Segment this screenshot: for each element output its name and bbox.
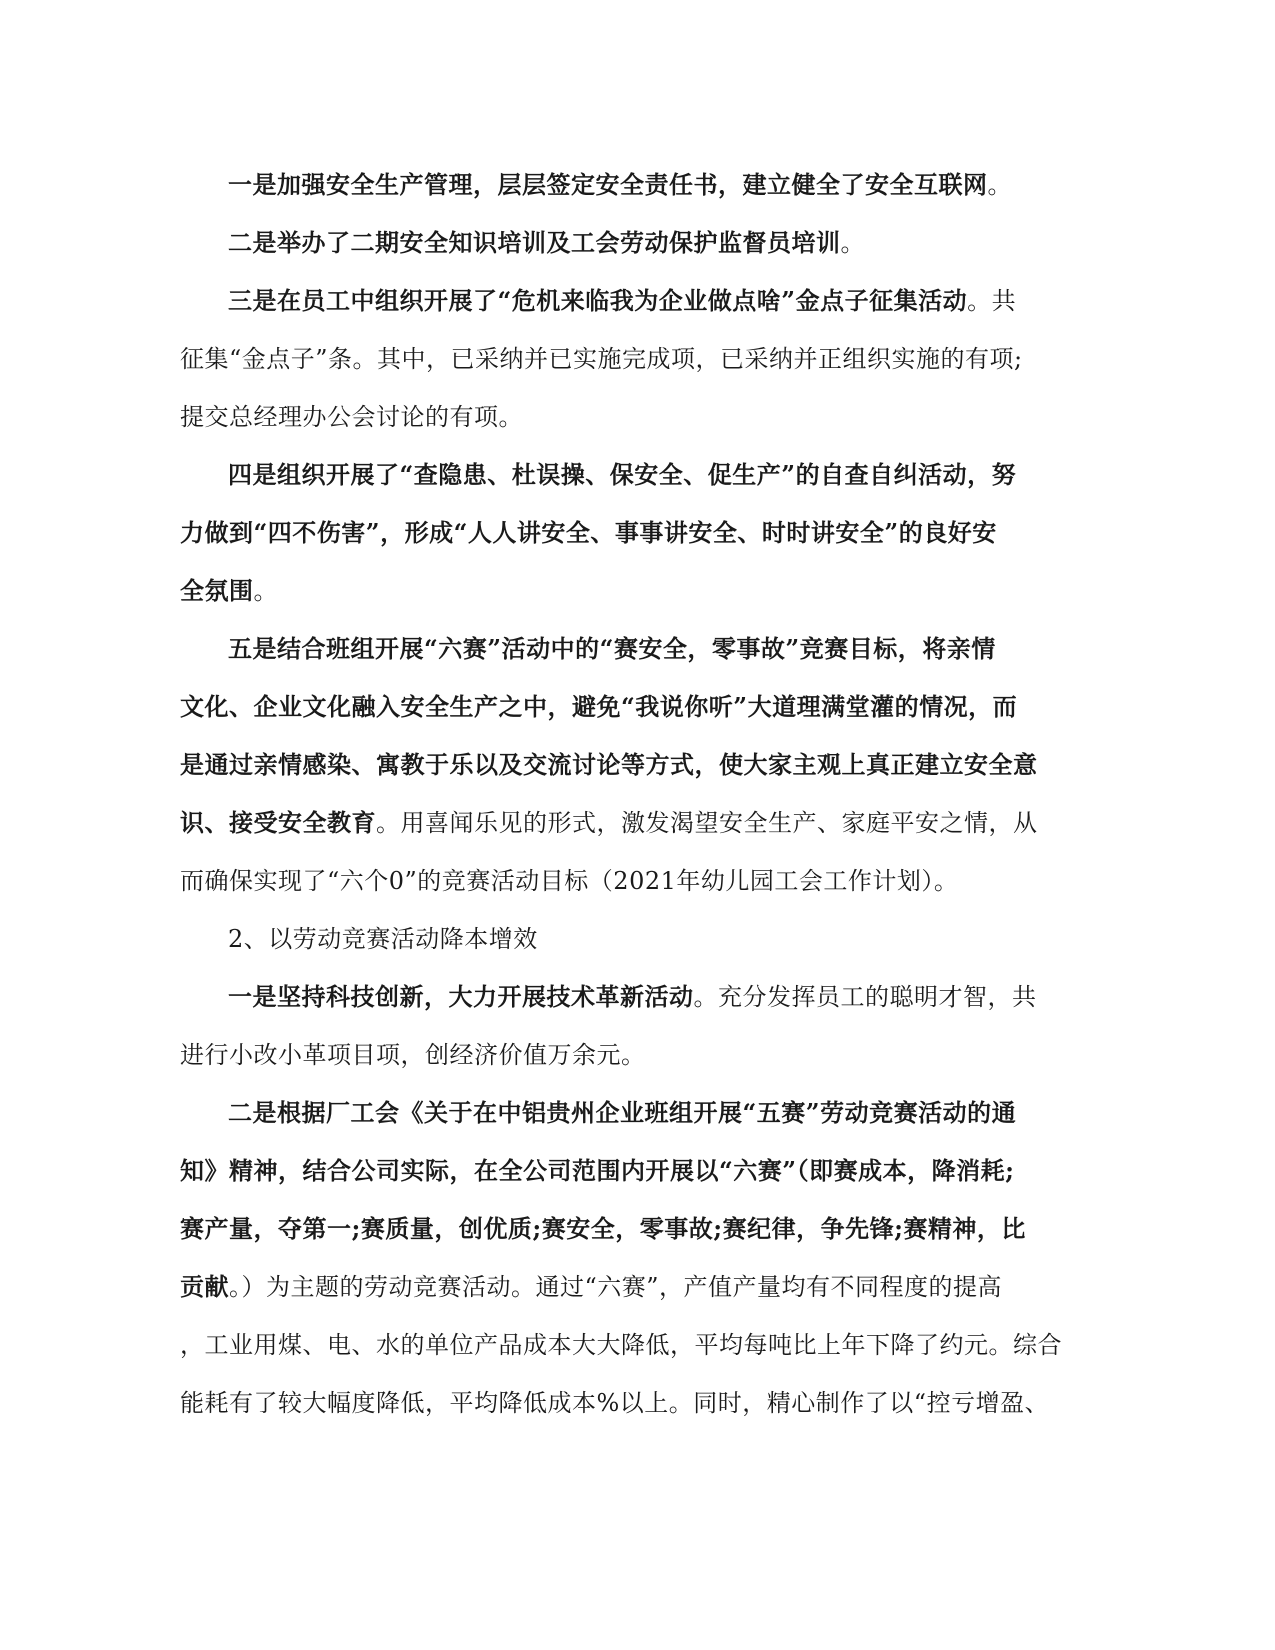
text-line [180,1142,1095,1200]
bold-text-run: 文化、企业文化融入安全生产之中，避免“我说你听”大道理满堂灌的情况，而 [180,692,1018,721]
bold-text-run: 三是在员工中组织开展了“危机来临我为企业做点啥”金点子征集活动 [228,286,968,315]
text-line [180,156,1095,214]
bold-text-run: 识、接受安全教育 [180,808,376,837]
text-line [180,794,1095,852]
text-run: 。）为主题的劳动竞赛活动。通过“六赛”，产值产量均有不同程度的提高 [229,1273,1003,1301]
bold-text-run: 是通过亲情感染、寓教于乐以及交流讨论等方式，使大家主观上真正建立安全意 [180,750,1038,779]
text-line [180,214,1095,272]
text-run: 能耗有了较大幅度降低，平均降低成本%以上。同时，精心制作了以“控亏增盈、 [180,1389,1050,1417]
text-run: 征集“金点子”条。其中，已采纳并已实施完成项，已采纳并正组织实施的有项; [180,345,1023,373]
paragraph [180,1084,1095,1432]
paragraph [180,156,1095,214]
text-run: 而确保实现了“六个0”的竞赛活动目标（2021年幼儿园工会工作计划）。 [180,867,959,895]
paragraph [180,214,1095,272]
bold-text-run: 二是举办了二期安全知识培训及工会劳动保护监督员培训 [228,228,841,257]
text-line [180,1258,1095,1316]
bold-text-run: 一是加强安全生产管理，层层签定安全责任书，建立健全了安全互联网 [228,170,988,199]
paragraph [180,968,1095,1084]
text-run: 进行小改小革项目项，创经济价值万余元。 [180,1041,646,1069]
bold-text-run: 二是根据厂工会《关于在中铝贵州企业班组开展“五赛”劳动竞赛活动的通 [228,1098,1017,1127]
bold-text-run: 五是结合班组开展“六赛”活动中的“赛安全，零事故”竞赛目标，将亲情 [228,634,996,663]
bold-text-run: 力做到“四不伤害”，形成“人人讲安全、事事讲安全、时时讲安全”的良好安 [180,518,997,547]
paragraph [180,272,1095,446]
text-line [180,446,1095,504]
text-line [180,910,1095,968]
paragraph [180,446,1095,620]
text-line [180,852,1095,910]
paragraph [180,620,1095,910]
bold-text-run: 四是组织开展了“查隐患、杜误操、保安全、促生产”的自查自纠活动，努 [228,460,1017,489]
text-run: 。 [987,171,1012,199]
text-run: 2、以劳动竞赛活动降本增效 [228,925,538,953]
text-line [180,504,1095,562]
text-line [180,388,1095,446]
bold-text-run: 知》精神，结合公司实际，在全公司范围内开展以“六赛”（即赛成本，降消耗; [180,1156,1015,1185]
document-page [180,156,1095,1432]
bold-text-run: 赛产量，夺第一;赛质量，创优质;赛安全，零事故;赛纪律，争先锋;赛精神，比 [180,1214,1026,1243]
text-run: ，工业用煤、电、水的单位产品成本大大降低，平均每吨比上年下降了约元。综合 [180,1331,1062,1359]
text-line [180,1316,1095,1374]
text-line [180,1026,1095,1084]
text-line [180,620,1095,678]
text-line [180,678,1095,736]
text-line [180,330,1095,388]
text-line [180,968,1095,1026]
text-line [180,1374,1095,1432]
text-line [180,736,1095,794]
bold-text-run: 一是坚持科技创新，大力开展技术革新活动 [228,982,694,1011]
text-line [180,562,1095,620]
text-run: 提交总经理办公会讨论的有项。 [180,403,523,431]
text-run: 。 [253,577,278,605]
text-line [180,272,1095,330]
text-line [180,1200,1095,1258]
text-run: 。共 [967,287,1017,315]
text-run: 。 [840,229,865,257]
bold-text-run: 全氛围 [180,576,254,605]
text-run: 。充分发挥员工的聪明才智，共 [693,983,1037,1011]
bold-text-run: 贡献 [180,1272,229,1301]
paragraph [180,910,1095,968]
text-run: 。用喜闻乐见的形式，激发渴望安全生产、家庭平安之情，从 [376,809,1038,837]
text-line [180,1084,1095,1142]
